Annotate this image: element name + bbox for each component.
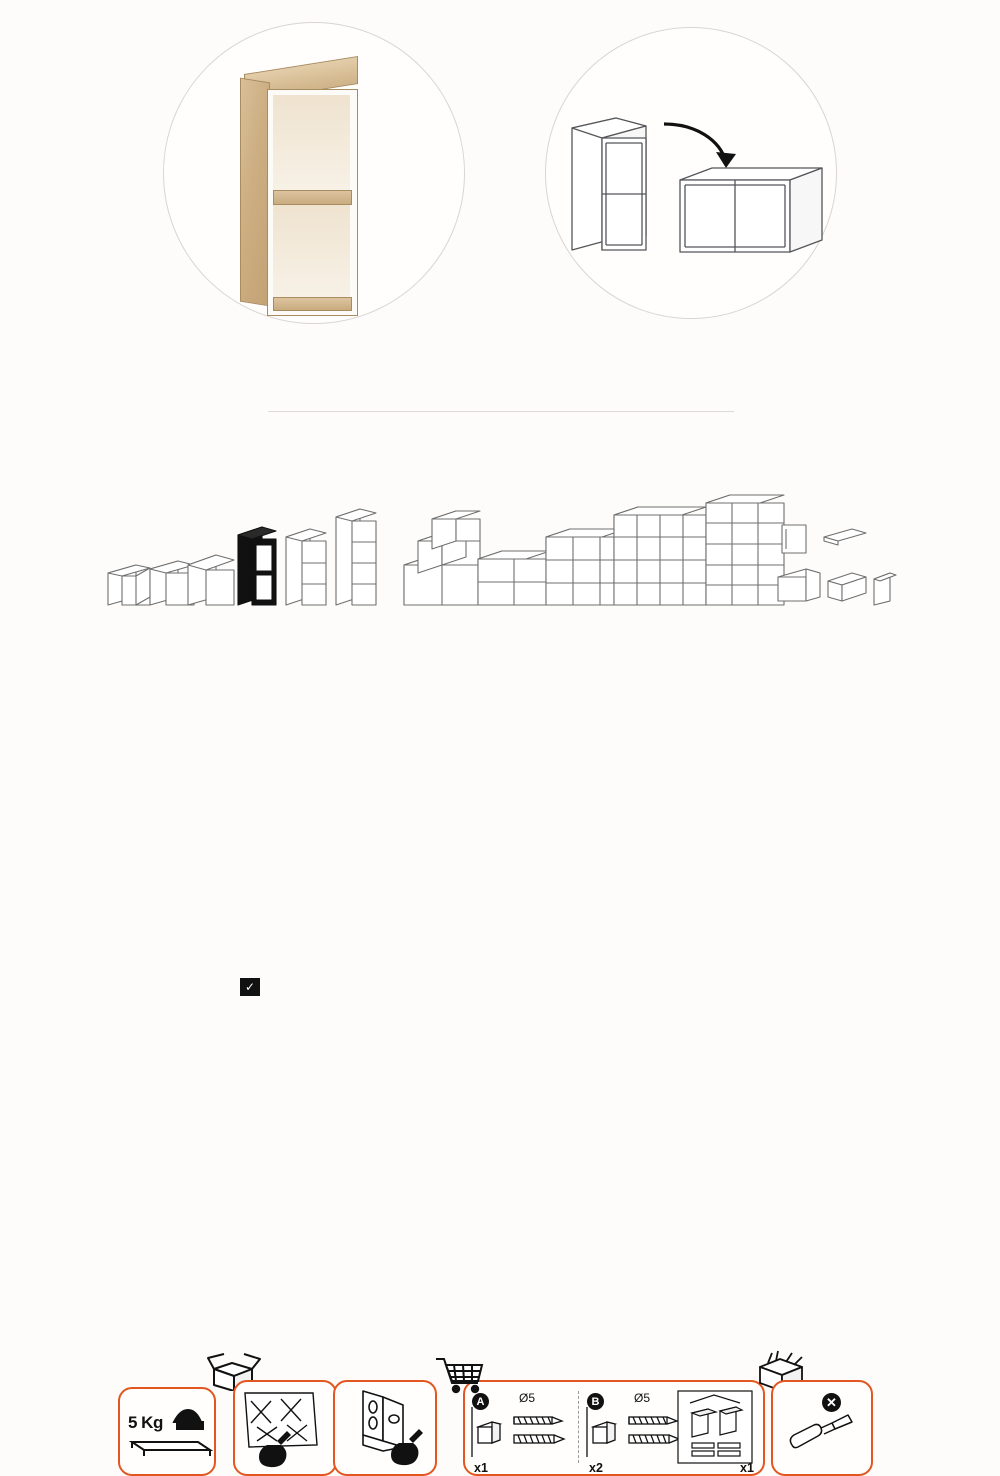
hero-section [0, 0, 1000, 360]
hardware-qty-b: x2 [589, 1461, 603, 1475]
product-photo [240, 62, 360, 307]
screwdriver-icon [780, 1411, 864, 1465]
family-item-14 [828, 573, 866, 601]
shopping-cart-icon [432, 1353, 488, 1395]
angle-bracket-icon [337, 1383, 431, 1471]
cabinet-middle-shelf [273, 190, 352, 205]
hardware-qty-a: x1 [474, 1461, 488, 1475]
section-divider [268, 411, 734, 412]
no-power-tool-icon: ✕ [822, 1393, 841, 1412]
product-family-row [0, 455, 1000, 994]
family-item-6 [404, 511, 480, 605]
cabinet-bottom-shelf [273, 297, 352, 311]
parts-bag-icon [237, 1383, 331, 1471]
family-item-0 [108, 565, 150, 605]
hardware-badge-a: A [472, 1393, 489, 1410]
hardware-diameter-b: Ø5 [634, 1391, 651, 1405]
screw-and-plug-icon [581, 1405, 691, 1463]
hardware-badge-b: B [587, 1393, 604, 1410]
weight-on-shelf-icon [118, 1380, 218, 1475]
orientation-diagram [560, 110, 830, 270]
family-item-7 [478, 551, 550, 605]
screw-and-plug-icon [466, 1405, 576, 1463]
family-item-10 [706, 495, 784, 605]
instruction-strip [0, 675, 1000, 1475]
family-item-5 [336, 509, 376, 605]
hardware-diameter-a: Ø5 [519, 1391, 536, 1405]
family-item-11 [782, 525, 806, 553]
anti-tip-kit-icon [676, 1389, 754, 1465]
family-item-12 [824, 529, 866, 545]
max-load-value: 5 Kg [128, 1413, 163, 1432]
family-item-2 [188, 555, 234, 605]
cabinet-lower-compartment [273, 203, 350, 297]
family-item-4 [286, 529, 326, 605]
cabinet-left-panel [240, 78, 270, 307]
hardware-qty-kit: x1 [740, 1461, 754, 1475]
family-item-9 [614, 507, 706, 605]
selected-check-marker: ✓ [240, 978, 260, 996]
family-item-15 [874, 573, 896, 605]
family-item-1 [150, 561, 194, 605]
family-item-3-selected [238, 527, 276, 605]
cabinet-upper-compartment [273, 95, 350, 190]
hardware-group-divider [578, 1391, 579, 1463]
